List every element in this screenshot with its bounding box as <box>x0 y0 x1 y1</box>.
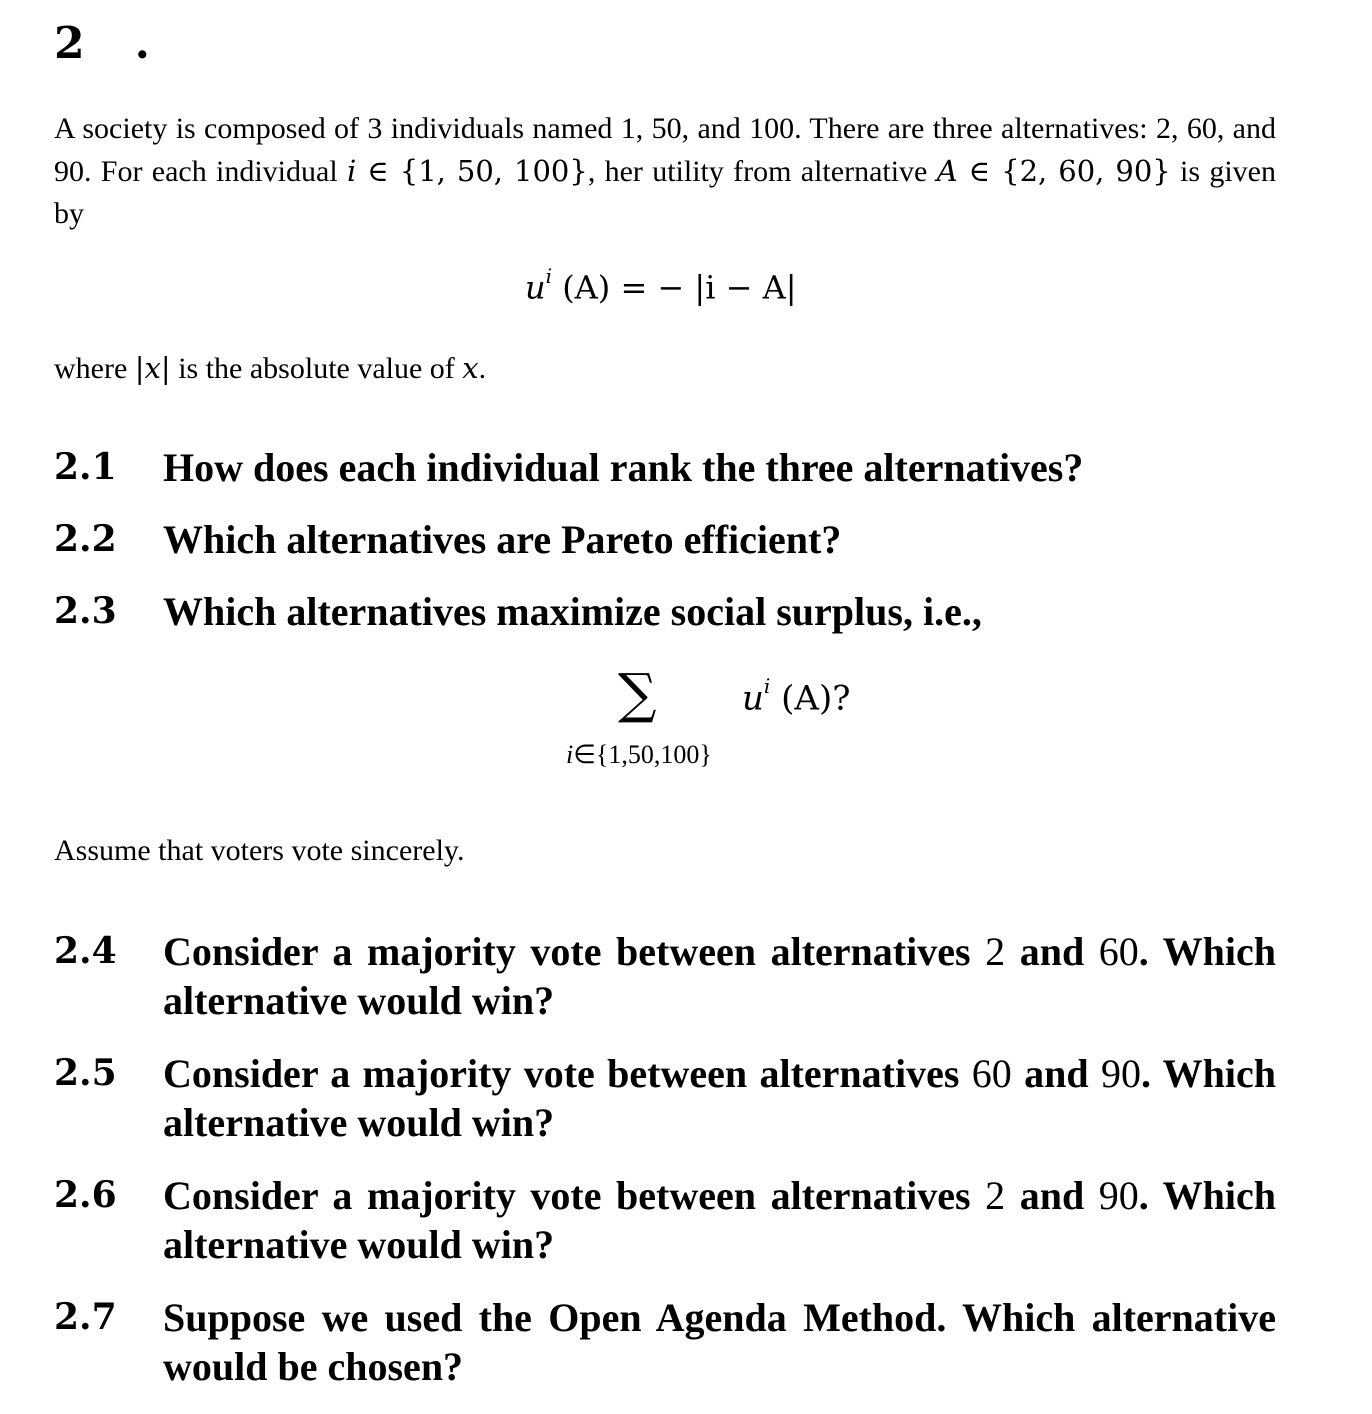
question-post: . Which alternative would win? <box>163 929 1276 1023</box>
question-text: Suppose we used the Open Agenda Method. Which alternative would be chosen? <box>163 1295 1276 1389</box>
question-mid: and <box>1005 1173 1099 1218</box>
question-2-7 <box>54 1293 1276 1391</box>
question-alt-a: 2 <box>985 929 1006 974</box>
intro-paragraph <box>54 108 1276 235</box>
sum-rest: (A)? <box>770 678 851 719</box>
question-text <box>163 1049 1276 1147</box>
utility-formula <box>525 264 797 307</box>
question-text: Which alternatives are Pareto efficient? <box>163 517 842 562</box>
where-end: . <box>478 352 487 385</box>
formula-rest: (A) = − |i − A| <box>552 268 797 307</box>
question-2-3 <box>54 587 1276 636</box>
where-mid: is the absolute value of <box>170 352 463 385</box>
intro-set-individuals: ∈ {1, 50, 100} <box>356 154 588 188</box>
intro-var-A: A <box>936 154 958 188</box>
question-number: 2.5 <box>54 1052 117 1094</box>
sum-sup-i: i <box>763 674 771 698</box>
question-number: 2.3 <box>54 590 117 632</box>
section-dot: . <box>134 18 150 69</box>
sum-subscript <box>566 740 712 770</box>
question-alt-a: 60 <box>971 1051 1012 1096</box>
where-line <box>54 347 486 390</box>
question-number: 2.7 <box>54 1296 117 1338</box>
question-alt-b: 60 <box>1098 929 1139 974</box>
question-2-2 <box>54 515 1276 564</box>
question-2-1 <box>54 443 1276 492</box>
sum-expression <box>742 674 851 719</box>
assumption-text: Assume that voters vote sincerely. <box>54 834 465 867</box>
question-alt-a: 2 <box>985 1173 1006 1218</box>
question-2-6 <box>54 1171 1276 1269</box>
question-number: 2.1 <box>54 446 117 488</box>
question-text: Which alternatives maximize social surplus, i.e., <box>163 589 982 634</box>
question-number: 2.2 <box>54 518 117 560</box>
social-surplus-formula <box>560 664 900 784</box>
question-mid: and <box>1005 929 1099 974</box>
question-alt-b: 90 <box>1098 1173 1139 1218</box>
sum-u: u <box>742 678 764 719</box>
sum-sub-i: i <box>566 740 574 769</box>
question-number: 2.6 <box>54 1174 117 1216</box>
question-alt-b: 90 <box>1101 1051 1142 1096</box>
question-mid: and <box>1011 1051 1102 1096</box>
formula-sup-i: i <box>545 264 553 288</box>
question-2-4 <box>54 927 1276 1025</box>
formula-u: u <box>525 268 546 307</box>
intro-text-1: A society is composed of 3 individuals named 1, 50, and 100. There are three alternatives: 2, 60, and 90. For each individual <box>54 112 1276 188</box>
where-abs: |x| <box>134 351 171 385</box>
sigma-symbol: ∑ <box>618 662 657 725</box>
question-text <box>163 927 1276 1025</box>
question-pre: Consider a majority vote between alternatives <box>163 929 986 974</box>
question-2-5 <box>54 1049 1276 1147</box>
question-text <box>163 1171 1276 1269</box>
question-post: . Which alternative would win? <box>163 1173 1276 1267</box>
question-pre: Consider a majority vote between alternatives <box>163 1173 986 1218</box>
question-number: 2.4 <box>54 930 117 972</box>
intro-var-i: i <box>346 154 357 188</box>
section-header <box>54 18 150 69</box>
section-number: 2 <box>54 18 85 69</box>
sum-sub-set: ∈{1,50,100} <box>573 740 712 769</box>
question-pre: Consider a majority vote between alternatives <box>163 1051 972 1096</box>
question-text: How does each individual rank the three alternatives? <box>163 445 1084 490</box>
intro-text-3: is given by <box>54 155 1276 230</box>
where-x: x <box>462 351 479 385</box>
question-post: . Which alternative would win? <box>163 1051 1277 1145</box>
intro-set-alternatives: ∈ {2, 60, 90} <box>957 154 1171 188</box>
intro-text-2: , her utility from alternative <box>587 155 937 188</box>
where-pre: where <box>54 352 135 385</box>
